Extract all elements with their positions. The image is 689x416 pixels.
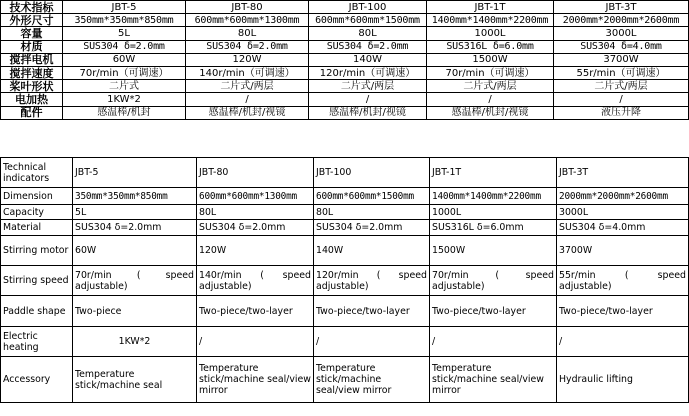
header-cell: JBT-5 [63, 1, 186, 14]
table-cell: 120W [197, 236, 314, 266]
table-cell: 140W [314, 236, 430, 266]
table-cell: 二片式/两层 [554, 80, 689, 93]
header-cell: JBT-80 [197, 158, 314, 188]
table-cell: / [427, 93, 554, 106]
table-row [1, 357, 689, 403]
table-cell: 5L [63, 27, 186, 40]
row-label: Electric heating [1, 327, 73, 357]
header-cell: JBT-80 [186, 1, 309, 14]
table-cell: 3700W [554, 53, 689, 66]
header-cell: JBT-5 [73, 158, 197, 188]
header-cell: JBT-1T [427, 1, 554, 14]
row-label: Capacity [1, 205, 73, 220]
table-cell: 55r/min ( speed adjustable) [557, 266, 689, 296]
table-row [1, 66, 689, 79]
table-cell: 60W [73, 236, 197, 266]
table-cell: 350mm*350mm*850mm [73, 188, 197, 205]
table-cell: 感温棒/机封/视镜 [427, 106, 554, 119]
table-cell: SUS304 δ=4.0mm [557, 220, 689, 236]
header-cell: JBT-3T [557, 158, 689, 188]
header-cell: JBT-100 [309, 1, 427, 14]
table-row [1, 205, 689, 220]
table-cell: Hydraulic lifting [557, 357, 689, 403]
table-row [1, 53, 689, 66]
row-label: 搅拌电机 [1, 53, 63, 66]
table-header-row [1, 158, 689, 188]
table-cell: 2000mm*2000mm*2600mm [554, 14, 689, 27]
table-cell: / [314, 327, 430, 357]
table-cell: 感温棒/机封 [63, 106, 186, 119]
table-cell: 二片式/两层 [186, 80, 309, 93]
table-row [1, 14, 689, 27]
table-row [1, 93, 689, 106]
table-cell: Two-piece/two-layer [314, 296, 430, 327]
row-label: Paddle shape [1, 296, 73, 327]
table-cell: SUS304 δ=2.0mm [63, 40, 186, 53]
table-cell: SUS304 δ=2.0mm [314, 220, 430, 236]
table-cell: 350mm*350mm*850mm [63, 14, 186, 27]
header-cell: 技术指标 [1, 1, 63, 14]
table-cell: 感温棒/机封/视镜 [309, 106, 427, 119]
row-label: Material [1, 220, 73, 236]
table-row [1, 40, 689, 53]
table-cell: SUS304 δ=2.0mm [197, 220, 314, 236]
table-cell: SUS304 δ=2.0mm [73, 220, 197, 236]
table-cell: 70r/min ( speed adjustable) [430, 266, 557, 296]
table-cell: 1000L [427, 27, 554, 40]
table-cell: 120r/min ( speed adjustable) [314, 266, 430, 296]
table-cell: 二片式/两层 [309, 80, 427, 93]
table-row [1, 296, 689, 327]
spec-table-chinese [0, 0, 689, 120]
table-cell: / [430, 327, 557, 357]
table-cell: Two-piece/two-layer [197, 296, 314, 327]
table-cell: 600mm*600mm*1500mm [314, 188, 430, 205]
table-cell: 5L [73, 205, 197, 220]
table-cell: 1400mm*1400mm*2200mm [430, 188, 557, 205]
table-cell: 1500W [427, 53, 554, 66]
row-label: Stirring speed [1, 266, 73, 296]
table-cell: 140W [309, 53, 427, 66]
row-label: Dimension [1, 188, 73, 205]
table-row [1, 106, 689, 119]
table-cell: 3000L [554, 27, 689, 40]
table-cell: / [557, 327, 689, 357]
table-cell: / [309, 93, 427, 106]
row-label: 容量 [1, 27, 63, 40]
table-cell: 1KW*2 [73, 327, 197, 357]
table-cell: 1KW*2 [63, 93, 186, 106]
table-cell: 2000mm*2000mm*2600mm [557, 188, 689, 205]
table-cell: 70r/min（可调速） [63, 66, 186, 79]
table-cell: 感温棒/机封/视镜 [186, 106, 309, 119]
table-cell: 80L [197, 205, 314, 220]
table-cell: 140r/min ( speed adjustable) [197, 266, 314, 296]
row-label: 电加热 [1, 93, 63, 106]
table-cell: 3000L [557, 205, 689, 220]
table-row [1, 80, 689, 93]
row-label: 桨叶形状 [1, 80, 63, 93]
row-label: 外形尺寸 [1, 14, 63, 27]
spec-table-english [0, 157, 689, 403]
table-cell: 1400mm*1400mm*2200mm [427, 14, 554, 27]
table-cell: Two-piece/two-layer [430, 296, 557, 327]
table-cell: 70r/min（可调速） [427, 66, 554, 79]
table-cell: 140r/min（可调速） [186, 66, 309, 79]
table-row [1, 236, 689, 266]
row-label: Stirring motor [1, 236, 73, 266]
table-cell: 80L [309, 27, 427, 40]
table-cell: Temperature stick/machine seal/view mirror [197, 357, 314, 403]
table-cell: 二片式 [63, 80, 186, 93]
row-label: 搅拌速度 [1, 66, 63, 79]
table-cell: SUS304 δ=2.0mm [186, 40, 309, 53]
row-label: 材质 [1, 40, 63, 53]
table-cell: Temperature stick/machine seal/view mirror [430, 357, 557, 403]
table-row [1, 327, 689, 357]
table-cell: 60W [63, 53, 186, 66]
table-cell: SUS316L δ=6.0mm [427, 40, 554, 53]
table-row [1, 220, 689, 236]
table-cell: 80L [186, 27, 309, 40]
header-cell: JBT-100 [314, 158, 430, 188]
table-cell: SUS304 δ=2.0mm [309, 40, 427, 53]
table-cell: Temperature stick/machine seal/view mirror [314, 357, 430, 403]
table-cell: 3700W [557, 236, 689, 266]
table-cell: 600mm*600mm*1300mm [197, 188, 314, 205]
header-cell: Technical indicators [1, 158, 73, 188]
row-label: 配件 [1, 106, 63, 119]
table-cell: / [186, 93, 309, 106]
table-cell: 1500W [430, 236, 557, 266]
table-cell: / [197, 327, 314, 357]
header-cell: JBT-3T [554, 1, 689, 14]
table-cell: 600mm*600mm*1500mm [309, 14, 427, 27]
table-cell: 600mm*600mm*1300mm [186, 14, 309, 27]
row-label: Accessory [1, 357, 73, 403]
table-row [1, 266, 689, 296]
table-cell: 55r/min（可调速） [554, 66, 689, 79]
table-cell: 80L [314, 205, 430, 220]
table-header-row [1, 1, 689, 14]
table-cell: 120W [186, 53, 309, 66]
table-row [1, 188, 689, 205]
table-cell: SUS304 δ=4.0mm [554, 40, 689, 53]
table-row [1, 27, 689, 40]
table-cell: 液压升降 [554, 106, 689, 119]
table-cell: 1000L [430, 205, 557, 220]
table-cell: SUS316L δ=6.0mm [430, 220, 557, 236]
table-cell: 120r/min（可调速） [309, 66, 427, 79]
header-cell: JBT-1T [430, 158, 557, 188]
table-cell: 70r/min ( speed adjustable) [73, 266, 197, 296]
table-cell: Temperature stick/machine seal [73, 357, 197, 403]
table-cell: 二片式/两层 [427, 80, 554, 93]
table-cell: Two-piece [73, 296, 197, 327]
table-cell: Two-piece/two-layer [557, 296, 689, 327]
table-cell: / [554, 93, 689, 106]
